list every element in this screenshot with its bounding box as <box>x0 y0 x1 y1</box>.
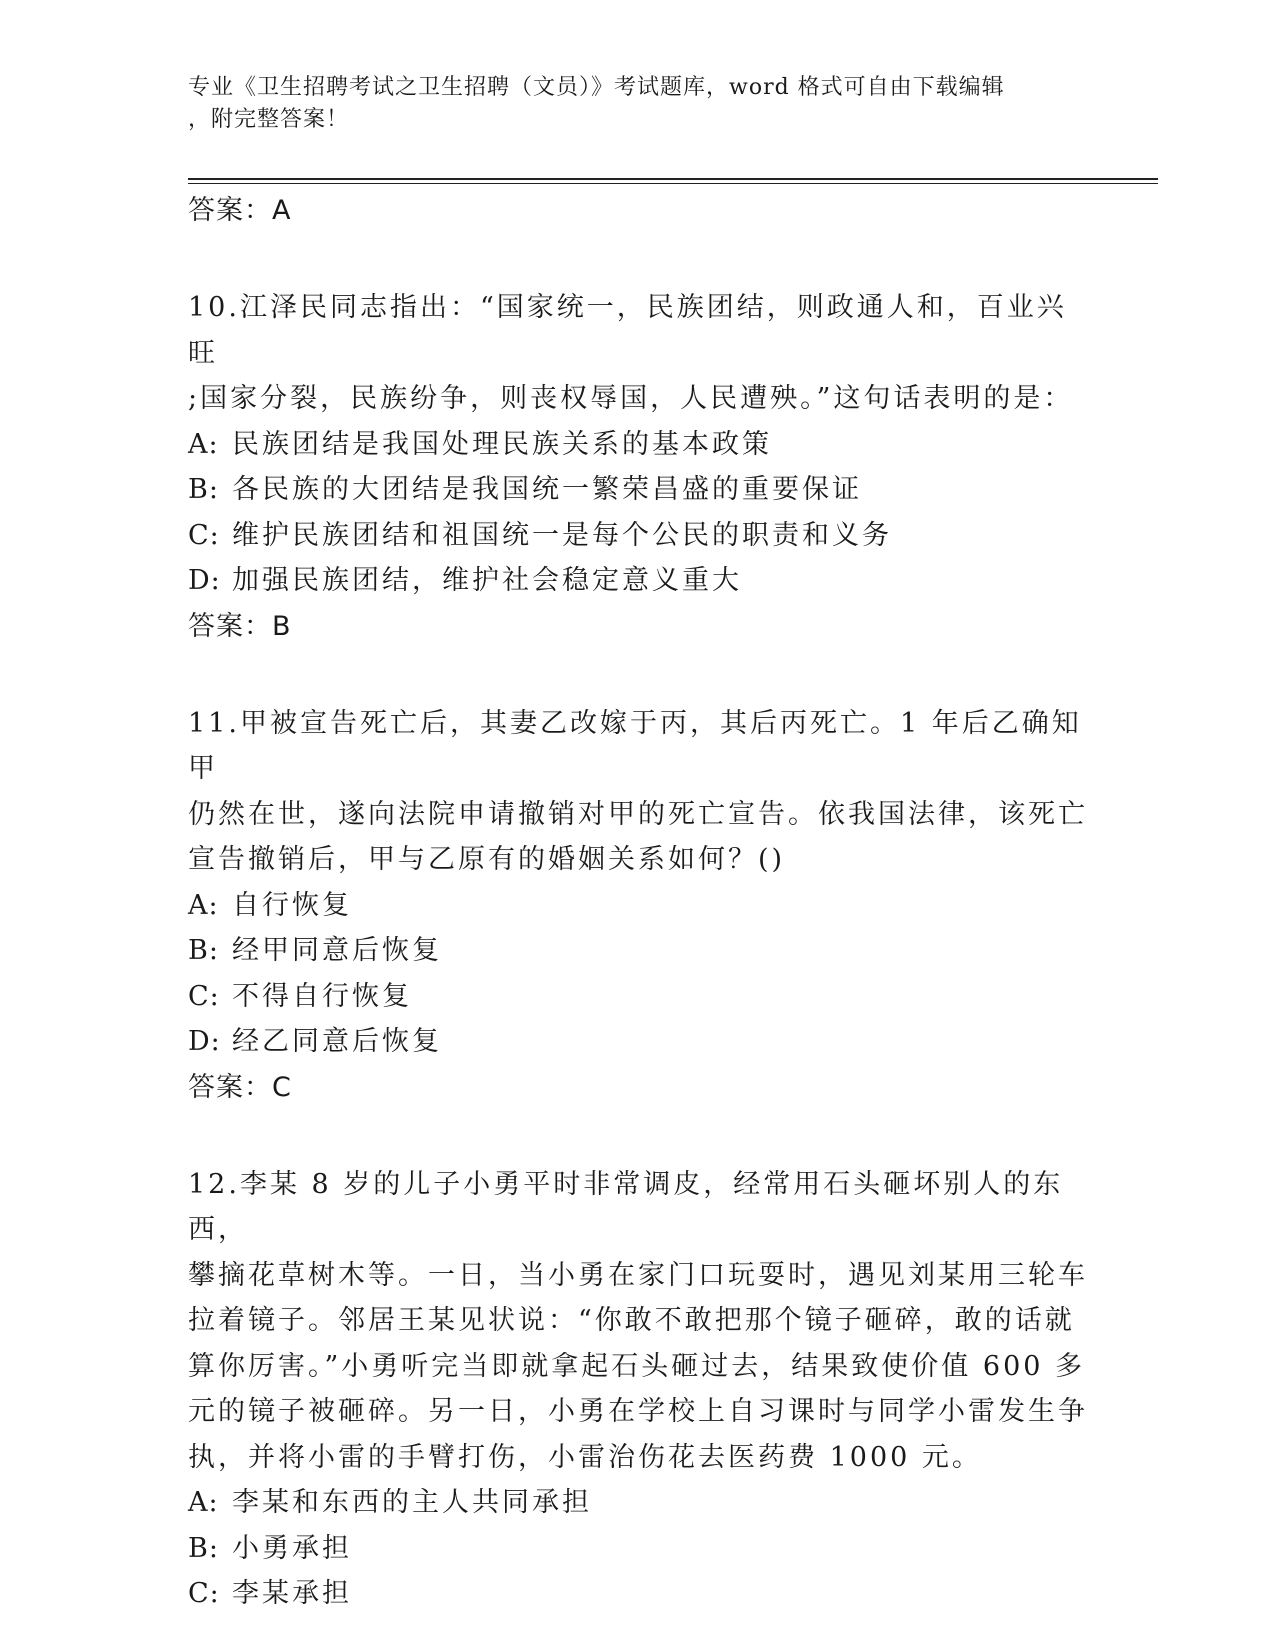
question-stem-line: 12.李某 8 岁的儿子小勇平时非常调皮，经常用石头砸坏别人的东西， <box>188 1168 1064 1245</box>
option-letter: C: <box>188 980 220 1012</box>
option-letter: B: <box>188 935 219 966</box>
option-d <box>188 558 1088 604</box>
option-text: 李某承担 <box>232 1578 352 1609</box>
option-a <box>188 1480 1088 1526</box>
option-a <box>188 883 1088 929</box>
option-letter: B: <box>188 474 219 505</box>
option-letter: B: <box>188 1532 219 1564</box>
question-10 <box>188 285 1088 649</box>
option-text: 民族团结是我国处理民族关系的基本政策 <box>232 428 772 460</box>
previous-answer: 答案：A <box>188 195 292 226</box>
option-text: 经甲同意后恢复 <box>232 935 442 966</box>
option-text: 小勇承担 <box>232 1532 352 1564</box>
question-11 <box>188 701 1088 1110</box>
header-title-line-1: 专业《卫生招聘考试之卫生招聘（文员）》考试题库，word 格式可自由下载编辑 <box>188 75 1005 100</box>
option-d <box>188 1019 1088 1065</box>
option-letter: C: <box>188 1578 220 1609</box>
question-stem-line: 仍然在世，遂向法院申请撤销对甲的死亡宣告。依我国法律，该死亡 <box>188 798 1088 830</box>
question-stem-line: 10.江泽民同志指出：“国家统一，民族团结，则政通人和，百业兴旺 <box>188 292 1067 369</box>
option-text: 各民族的大团结是我国统一繁荣昌盛的重要保证 <box>232 474 862 505</box>
option-b <box>188 467 1088 513</box>
option-letter: C: <box>188 519 220 551</box>
question-12 <box>188 1162 1088 1617</box>
question-answer: 答案：B <box>188 610 292 642</box>
option-c <box>188 974 1088 1020</box>
question-stem-line: 宣告撤销后，甲与乙原有的婚姻关系如何？() <box>188 844 786 875</box>
document-header <box>188 72 1068 136</box>
option-b <box>188 1526 1088 1572</box>
option-letter: D: <box>188 565 221 596</box>
option-letter: A: <box>188 428 219 460</box>
option-text: 李某和东西的主人共同承担 <box>232 1487 592 1518</box>
option-c <box>188 513 1088 559</box>
question-stem-line: 11.甲被宣告死亡后，其妻乙改嫁于丙，其后丙死亡。1 年后乙确知甲 <box>188 707 1082 784</box>
option-text: 维护民族团结和祖国统一是每个公民的职责和义务 <box>232 519 892 551</box>
option-b <box>188 928 1088 974</box>
header-rule-thin <box>188 183 1158 184</box>
header-rule-thick <box>188 178 1158 180</box>
document-body <box>188 188 1088 1617</box>
question-stem-line: ;国家分裂，民族纷争，则丧权辱国，人民遭殃。”这句话表明的是： <box>188 383 1074 414</box>
header-title-line-2: ，附完整答案！ <box>188 107 350 132</box>
option-text: 经乙同意后恢复 <box>232 1026 442 1057</box>
question-stem-line: 算你厉害。”小勇听完当即就拿起石头砸过去，结果致使价值 600 多 <box>188 1350 1086 1382</box>
option-c <box>188 1571 1088 1617</box>
option-a <box>188 422 1088 468</box>
option-text: 自行恢复 <box>232 889 352 921</box>
question-stem-line: 元的镜子被砸碎。另一日，小勇在学校上自习课时与同学小雷发生争 <box>188 1396 1088 1427</box>
option-text: 不得自行恢复 <box>232 980 412 1012</box>
option-letter: D: <box>188 1026 221 1057</box>
question-stem-line: 执，并将小雷的手臂打伤，小雷治伤花去医药费 1000 元。 <box>188 1441 982 1473</box>
option-letter: A: <box>188 889 219 921</box>
question-stem-line: 攀摘花草树木等。一日，当小勇在家门口玩耍时，遇见刘某用三轮车 <box>188 1259 1088 1291</box>
question-answer: 答案：C <box>188 1071 292 1103</box>
option-text: 加强民族团结，维护社会稳定意义重大 <box>232 565 742 596</box>
question-stem-line: 拉着镜子。邻居王某见状说：“你敢不敢把那个镜子砸碎，敢的话就 <box>188 1305 1075 1336</box>
option-letter: A: <box>188 1487 219 1518</box>
